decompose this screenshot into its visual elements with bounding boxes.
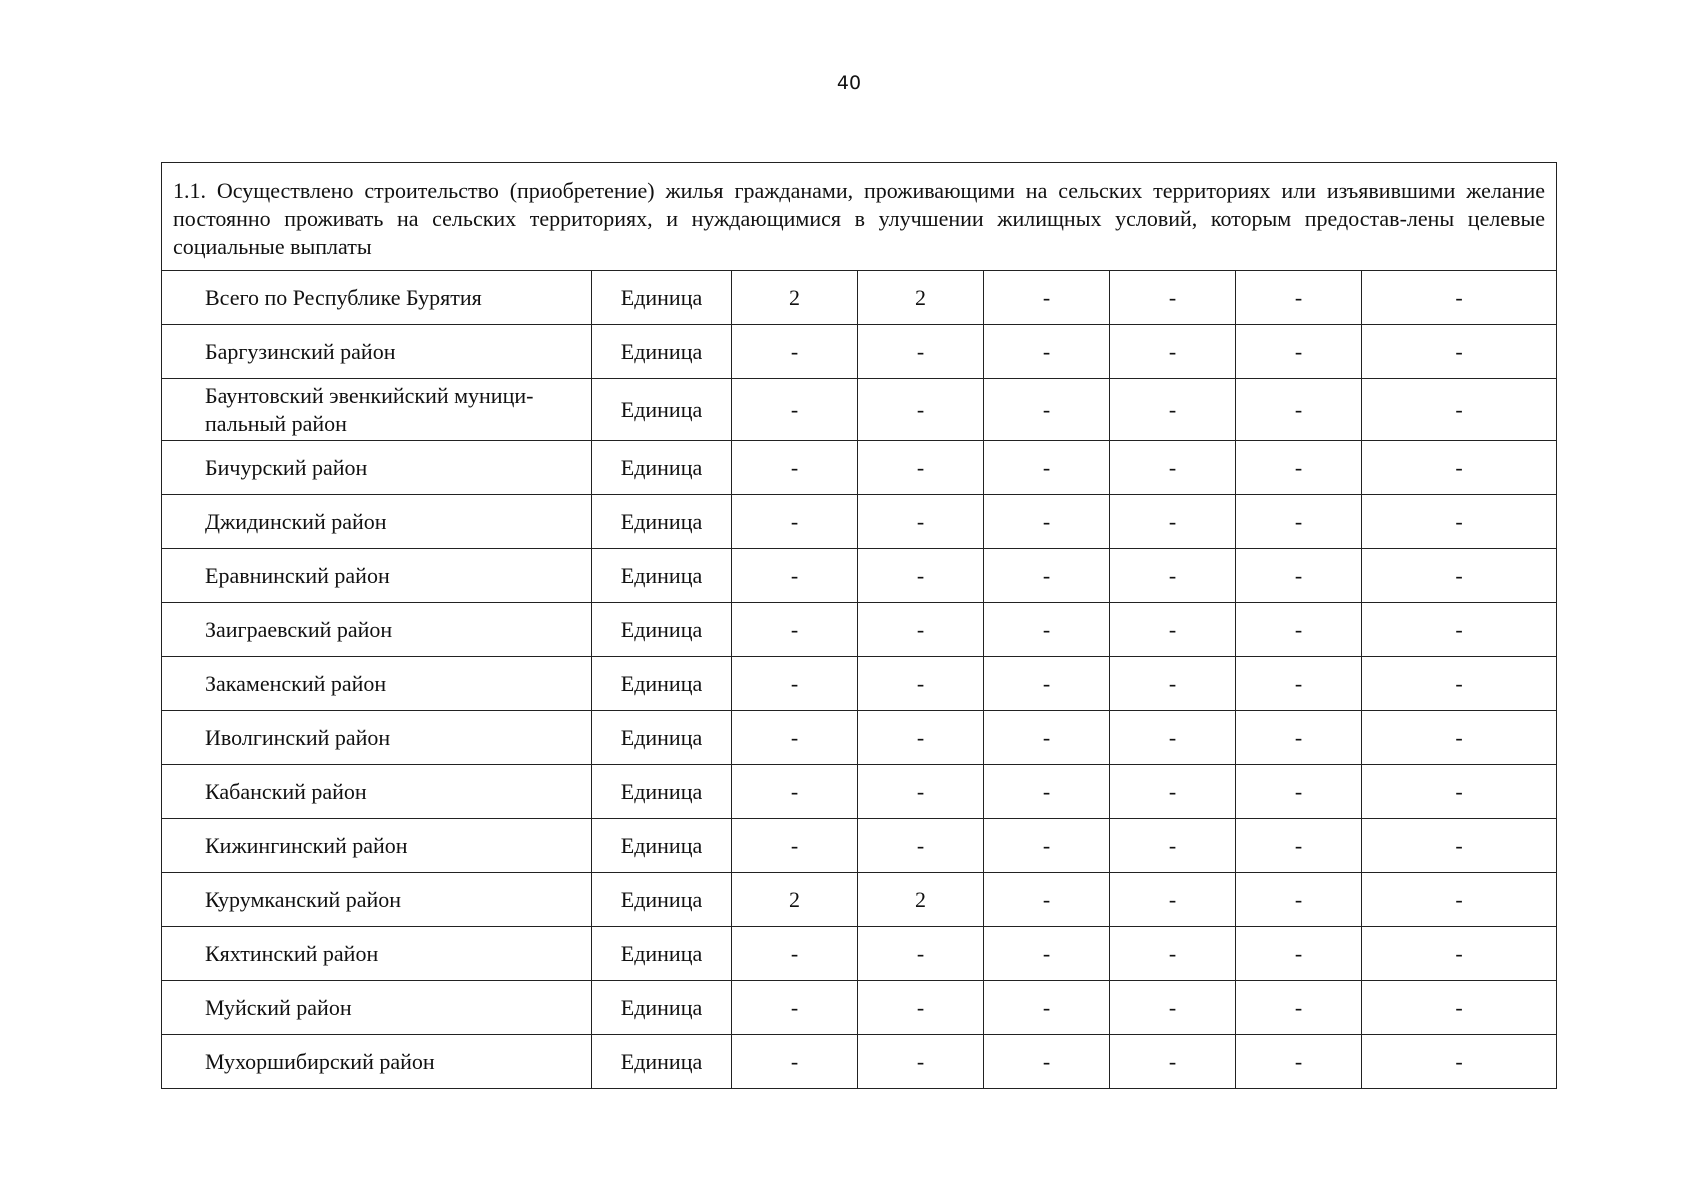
- row-value-cell: -: [984, 325, 1110, 379]
- row-value-cell: -: [1236, 495, 1362, 549]
- table-row: [162, 657, 1557, 711]
- row-value-cell: -: [1362, 603, 1557, 657]
- row-value-cell: -: [858, 657, 984, 711]
- table-row: [162, 873, 1557, 927]
- row-value-cell: -: [1236, 711, 1362, 765]
- row-name-cell: Джидинский район: [162, 495, 592, 549]
- caption-row: [162, 163, 1557, 271]
- row-unit-cell: Единица: [592, 325, 732, 379]
- row-value-cell: -: [1236, 325, 1362, 379]
- row-value-cell: -: [858, 711, 984, 765]
- row-value-cell: -: [1362, 271, 1557, 325]
- row-value-cell: -: [1110, 549, 1236, 603]
- row-value-cell: -: [1236, 603, 1362, 657]
- row-value-cell: -: [1362, 1035, 1557, 1089]
- row-unit-cell: Единица: [592, 549, 732, 603]
- row-value-cell: -: [984, 711, 1110, 765]
- row-unit-cell: Единица: [592, 657, 732, 711]
- row-name-cell: Баунтовский эвенкийский муници-пальный район: [162, 379, 592, 441]
- row-name-cell: Курумканский район: [162, 873, 592, 927]
- row-value-cell: -: [1362, 379, 1557, 441]
- row-value-cell: -: [984, 549, 1110, 603]
- row-value-cell: -: [858, 981, 984, 1035]
- row-value-cell: -: [858, 1035, 984, 1089]
- row-value-cell: -: [732, 603, 858, 657]
- row-value-cell: -: [732, 549, 858, 603]
- row-value-cell: -: [732, 325, 858, 379]
- row-value-cell: -: [1110, 927, 1236, 981]
- row-name-cell: Мухоршибирский район: [162, 1035, 592, 1089]
- row-value-cell: -: [732, 441, 858, 495]
- row-value-cell: -: [1236, 441, 1362, 495]
- data-table: [161, 162, 1557, 1089]
- row-value-cell: -: [1236, 981, 1362, 1035]
- row-value-cell: -: [984, 981, 1110, 1035]
- row-unit-cell: Единица: [592, 603, 732, 657]
- row-name-cell: Кяхтинский район: [162, 927, 592, 981]
- row-value-cell: -: [1362, 711, 1557, 765]
- row-value-cell: -: [732, 1035, 858, 1089]
- row-value-cell: -: [1236, 271, 1362, 325]
- row-value-cell: -: [1110, 657, 1236, 711]
- row-unit-cell: Единица: [592, 711, 732, 765]
- row-value-cell: -: [1110, 495, 1236, 549]
- row-value-cell: -: [1236, 379, 1362, 441]
- table-row: [162, 495, 1557, 549]
- row-value-cell: -: [858, 603, 984, 657]
- row-name-cell: Закаменский район: [162, 657, 592, 711]
- row-value-cell: -: [984, 603, 1110, 657]
- row-value-cell: -: [1110, 603, 1236, 657]
- row-name-cell: Кабанский район: [162, 765, 592, 819]
- row-value-cell: -: [1362, 441, 1557, 495]
- row-value-cell: -: [858, 441, 984, 495]
- row-value-cell: -: [1110, 379, 1236, 441]
- row-value-cell: -: [1362, 927, 1557, 981]
- row-value-cell: -: [732, 379, 858, 441]
- row-unit-cell: Единица: [592, 379, 732, 441]
- row-value-cell: -: [1236, 819, 1362, 873]
- row-name-cell: Еравнинский район: [162, 549, 592, 603]
- row-value-cell: 2: [858, 271, 984, 325]
- row-value-cell: -: [1362, 495, 1557, 549]
- table-row: [162, 441, 1557, 495]
- row-value-cell: -: [732, 819, 858, 873]
- row-value-cell: -: [1362, 819, 1557, 873]
- row-value-cell: -: [858, 927, 984, 981]
- table-row: [162, 379, 1557, 441]
- row-value-cell: 2: [732, 271, 858, 325]
- table-row: [162, 603, 1557, 657]
- row-value-cell: -: [1110, 819, 1236, 873]
- row-name-cell: Иволгинский район: [162, 711, 592, 765]
- row-value-cell: -: [1110, 1035, 1236, 1089]
- table-row: [162, 711, 1557, 765]
- row-value-cell: -: [984, 657, 1110, 711]
- row-value-cell: -: [1236, 1035, 1362, 1089]
- row-name-cell: Муйский район: [162, 981, 592, 1035]
- row-value-cell: -: [1236, 873, 1362, 927]
- table-row: [162, 819, 1557, 873]
- table-row: [162, 927, 1557, 981]
- row-unit-cell: Единица: [592, 927, 732, 981]
- row-value-cell: -: [1236, 549, 1362, 603]
- row-value-cell: -: [984, 495, 1110, 549]
- row-value-cell: -: [984, 271, 1110, 325]
- row-unit-cell: Единица: [592, 981, 732, 1035]
- row-value-cell: -: [1110, 873, 1236, 927]
- row-value-cell: -: [858, 819, 984, 873]
- row-value-cell: -: [1110, 271, 1236, 325]
- row-value-cell: -: [732, 495, 858, 549]
- table-row: [162, 549, 1557, 603]
- table-caption: 1.1. Осуществлено строительство (приобретение) жилья гражданами, проживающими на сельских территориях или изъявившими желание постоянно проживать на сельских территориях, и нуждающимися в улучшении жилищных условий, которым предостав-лены целевые социальные выплаты: [162, 163, 1557, 271]
- table-row: [162, 325, 1557, 379]
- table-body: [162, 163, 1557, 1089]
- row-value-cell: -: [1362, 657, 1557, 711]
- table-row: [162, 765, 1557, 819]
- row-unit-cell: Единица: [592, 819, 732, 873]
- row-value-cell: -: [1362, 325, 1557, 379]
- row-value-cell: -: [732, 981, 858, 1035]
- row-name-cell: Заиграевский район: [162, 603, 592, 657]
- row-value-cell: -: [1110, 765, 1236, 819]
- row-value-cell: -: [1362, 981, 1557, 1035]
- row-unit-cell: Единица: [592, 873, 732, 927]
- row-value-cell: 2: [858, 873, 984, 927]
- row-value-cell: -: [1362, 873, 1557, 927]
- row-value-cell: -: [732, 711, 858, 765]
- row-value-cell: -: [984, 379, 1110, 441]
- row-value-cell: -: [858, 495, 984, 549]
- row-value-cell: -: [984, 441, 1110, 495]
- row-unit-cell: Единица: [592, 441, 732, 495]
- row-name-cell: Бичурский район: [162, 441, 592, 495]
- row-value-cell: -: [984, 819, 1110, 873]
- row-value-cell: -: [1236, 657, 1362, 711]
- row-value-cell: -: [732, 657, 858, 711]
- row-name-cell: Кижингинский район: [162, 819, 592, 873]
- row-name-cell: Всего по Республике Бурятия: [162, 271, 592, 325]
- row-value-cell: -: [858, 379, 984, 441]
- row-value-cell: -: [984, 765, 1110, 819]
- row-unit-cell: Единица: [592, 271, 732, 325]
- row-value-cell: -: [858, 765, 984, 819]
- row-unit-cell: Единица: [592, 495, 732, 549]
- row-value-cell: -: [732, 765, 858, 819]
- row-value-cell: -: [858, 325, 984, 379]
- row-value-cell: -: [1236, 765, 1362, 819]
- row-value-cell: -: [1110, 441, 1236, 495]
- row-value-cell: -: [1110, 711, 1236, 765]
- row-value-cell: -: [1362, 549, 1557, 603]
- table-row: [162, 981, 1557, 1035]
- row-value-cell: -: [984, 1035, 1110, 1089]
- row-value-cell: -: [984, 873, 1110, 927]
- row-unit-cell: Единица: [592, 1035, 732, 1089]
- row-value-cell: 2: [732, 873, 858, 927]
- row-value-cell: -: [1236, 927, 1362, 981]
- row-value-cell: -: [1362, 765, 1557, 819]
- page-number: 40: [836, 72, 862, 94]
- row-value-cell: -: [732, 927, 858, 981]
- row-value-cell: -: [858, 549, 984, 603]
- table-row: [162, 271, 1557, 325]
- row-value-cell: -: [984, 927, 1110, 981]
- row-value-cell: -: [1110, 981, 1236, 1035]
- row-unit-cell: Единица: [592, 765, 732, 819]
- row-value-cell: -: [1110, 325, 1236, 379]
- row-name-cell: Баргузинский район: [162, 325, 592, 379]
- table-row: [162, 1035, 1557, 1089]
